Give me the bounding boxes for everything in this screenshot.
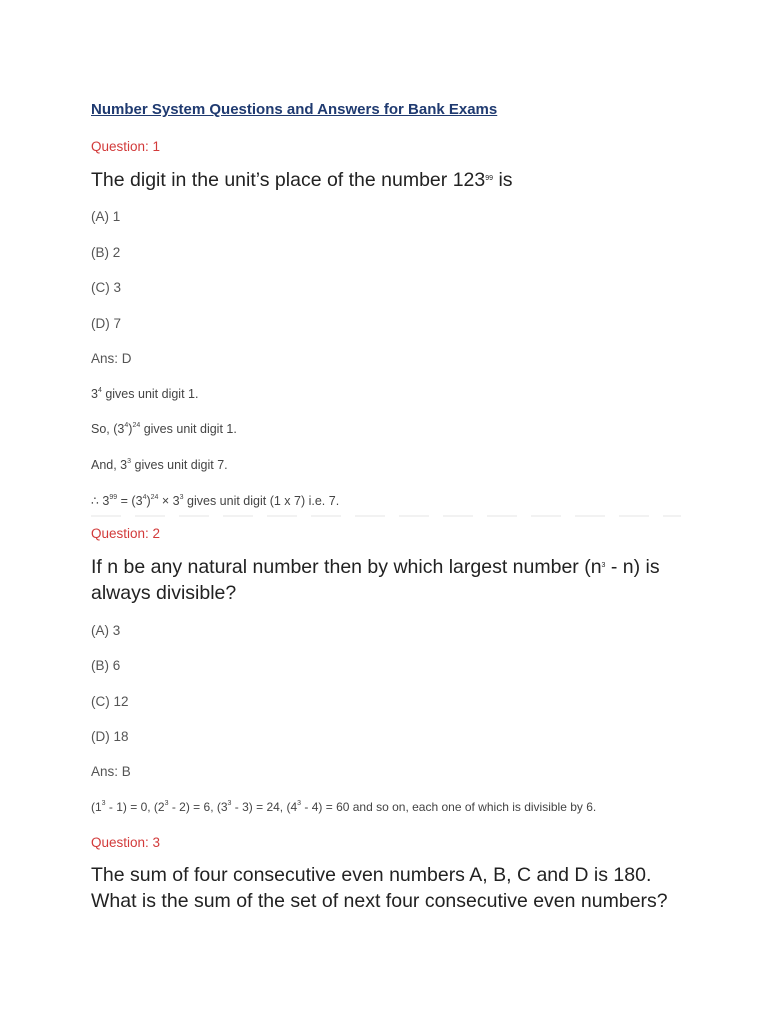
question-2-answer: Ans: B	[91, 764, 131, 779]
question-1-solution-line-1: $3^4$ gives unit digit 1.	[91, 387, 199, 401]
question-2-option-a: (A) 3	[91, 623, 121, 638]
question-2-option-c: (C) 12	[91, 694, 129, 709]
question-2-text-line-2: always divisible?	[91, 582, 237, 604]
question-1-text	[91, 167, 513, 193]
question-3-text-line-2: What is the sum of the set of next four consecutive even numbers?	[91, 890, 668, 912]
question-1-text-end: is	[493, 169, 513, 191]
question-2-label: Question: 2	[91, 526, 161, 541]
question-2-solution: $(1^3 - 1) = 0$, $(2^3 - 2) = 6$, $(3^3 - 3) = 24$, $(4^3 - 4) = 60$ and so on, each one of which is divisible by 6.	[91, 800, 597, 814]
question-1-answer: Ans: D	[91, 351, 132, 366]
question-1-solution-line-2: So, $(3^4)^{24}$ gives unit digit 1.	[91, 422, 237, 436]
question-1-text-main: The digit in the unit’s place of the number 123	[91, 169, 486, 191]
question-1-label: Question: 1	[91, 139, 161, 154]
question-1-option-a: (A) 1	[91, 209, 121, 224]
question-1-solution-line-3: And, $3^3$ gives unit digit 7.	[91, 458, 228, 472]
question-2-option-b: (B) 6	[91, 658, 121, 673]
question-3-text-line-1: The sum of four consecutive even numbers A, B, C and D is 180.	[91, 864, 652, 886]
question-2-option-d: (D) 18	[91, 729, 129, 744]
page-title: Number System Questions and Answers for Bank Exams	[91, 101, 498, 118]
faint-divider	[91, 515, 681, 517]
question-3-label: Question: 3	[91, 835, 161, 850]
question-1-exponent: 99	[485, 175, 494, 182]
question-1-solution-line-4: ∴ $3^{99} = (3^4)^{24} \times 3^3$ gives unit digit (1 x 7) i.e. 7.	[91, 494, 340, 508]
question-1-option-d: (D) 7	[91, 316, 121, 331]
question-1-option-b: (B) 2	[91, 245, 121, 260]
question-1-option-c: (C) 3	[91, 280, 121, 295]
question-2-text-line-1: If n be any natural number then by which largest number $(n^3 - n)$ is	[91, 556, 660, 578]
